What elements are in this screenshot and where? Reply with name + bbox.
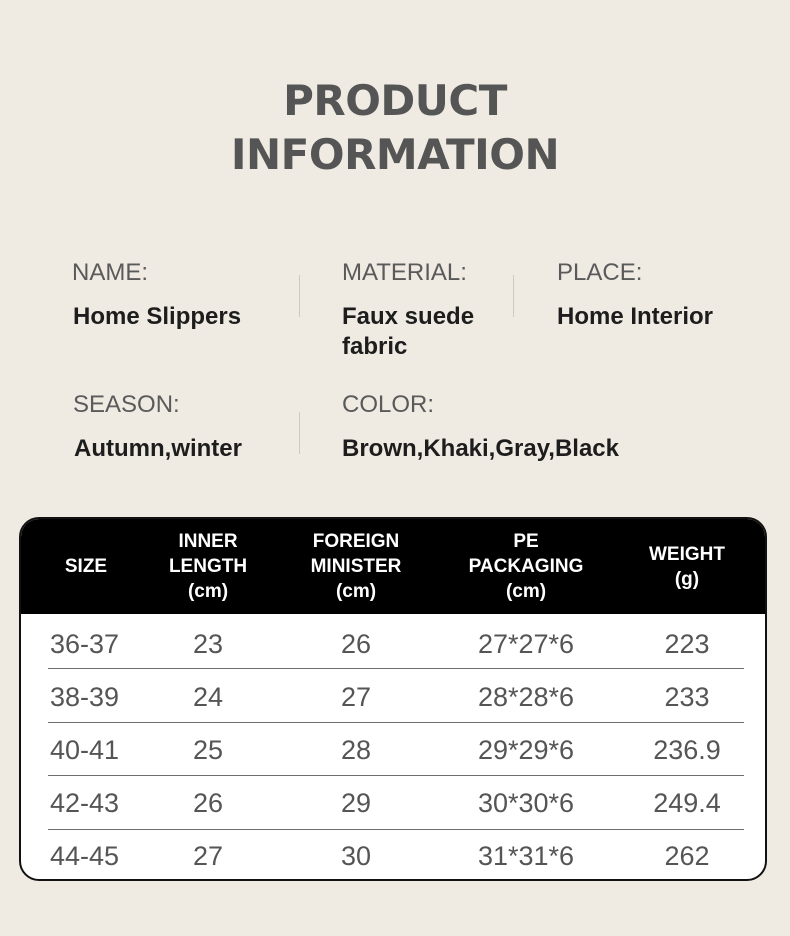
header-inner-length-line-3: (cm) (187, 581, 229, 602)
material-value-line-1: Faux suede (342, 303, 475, 330)
table-row (21, 830, 765, 881)
table-row (21, 777, 765, 830)
header-weight (621, 519, 753, 614)
place-value: Home Interior (557, 303, 714, 330)
cell-pe-packaging: 28*28*6 (477, 682, 575, 712)
cell-foreign-minister: 30 (340, 841, 372, 871)
header-foreign-minister (286, 519, 426, 614)
material-value-line-2: fabric (342, 333, 408, 360)
cell-foreign-minister: 28 (340, 735, 372, 765)
header-foreign-minister-line-2: MINISTER (310, 556, 402, 577)
cell-weight: 249.4 (653, 788, 721, 818)
cell-inner-length: 27 (192, 841, 224, 871)
header-inner-length-line-2: LENGTH (168, 556, 248, 577)
season-value: Autumn,winter (74, 435, 242, 462)
cell-pe-packaging: 30*30*6 (477, 788, 575, 818)
cell-weight: 233 (664, 682, 710, 712)
header-size-text: SIZE (64, 556, 108, 577)
cell-size: 44-45 (50, 841, 120, 871)
header-pe-packaging-line-1: PE (513, 531, 539, 552)
header-pe-packaging-line-3: (cm) (505, 581, 547, 602)
header-weight-line-2: (g) (674, 568, 700, 590)
size-table (19, 517, 767, 881)
header-inner-length-line-1: INNER (178, 531, 238, 552)
name-label: NAME: (72, 259, 149, 286)
cell-size: 42-43 (50, 788, 120, 818)
cell-pe-packaging: 29*29*6 (477, 735, 575, 765)
place-label: PLACE: (557, 259, 643, 286)
cell-inner-length: 26 (192, 788, 224, 818)
cell-pe-packaging: 27*27*6 (477, 629, 575, 659)
cell-foreign-minister: 26 (340, 629, 372, 659)
header-foreign-minister-line-1: FOREIGN (312, 531, 400, 552)
row-divider (48, 722, 744, 723)
row-divider (48, 668, 744, 669)
cell-foreign-minister: 29 (340, 788, 372, 818)
divider (299, 412, 300, 454)
cell-size: 36-37 (50, 629, 120, 659)
header-pe-packaging-line-2: PACKAGING (468, 556, 584, 577)
color-label: COLOR: (342, 391, 435, 418)
name-value: Home Slippers (73, 303, 242, 330)
cell-inner-length: 23 (192, 629, 224, 659)
header-size (35, 519, 137, 614)
cell-weight: 262 (664, 841, 710, 871)
season-label: SEASON: (73, 391, 180, 418)
row-divider (48, 775, 744, 776)
material-label: MATERIAL: (342, 259, 467, 286)
page-title-line-2: INFORMATION (230, 130, 560, 179)
page-title-line-1: PRODUCT (283, 76, 507, 125)
cell-weight: 236.9 (653, 735, 721, 765)
table-row (21, 724, 765, 777)
cell-inner-length: 25 (192, 735, 224, 765)
material-value (342, 302, 474, 362)
table-row (21, 618, 765, 671)
cell-pe-packaging: 31*31*6 (477, 841, 575, 871)
page-title (0, 74, 790, 182)
cell-size: 40-41 (50, 735, 120, 765)
divider (299, 275, 300, 317)
header-inner-length (143, 519, 273, 614)
cell-foreign-minister: 27 (340, 682, 372, 712)
header-weight-line-1: WEIGHT (649, 543, 725, 565)
cell-inner-length: 24 (192, 682, 224, 712)
cell-size: 38-39 (50, 682, 120, 712)
table-row (21, 671, 765, 724)
color-value: Brown,Khaki,Gray,Black (342, 435, 619, 462)
divider (513, 275, 514, 317)
header-foreign-minister-line-3: (cm) (335, 581, 377, 602)
table-header (21, 519, 765, 614)
cell-weight: 223 (664, 629, 710, 659)
header-pe-packaging (446, 519, 606, 614)
